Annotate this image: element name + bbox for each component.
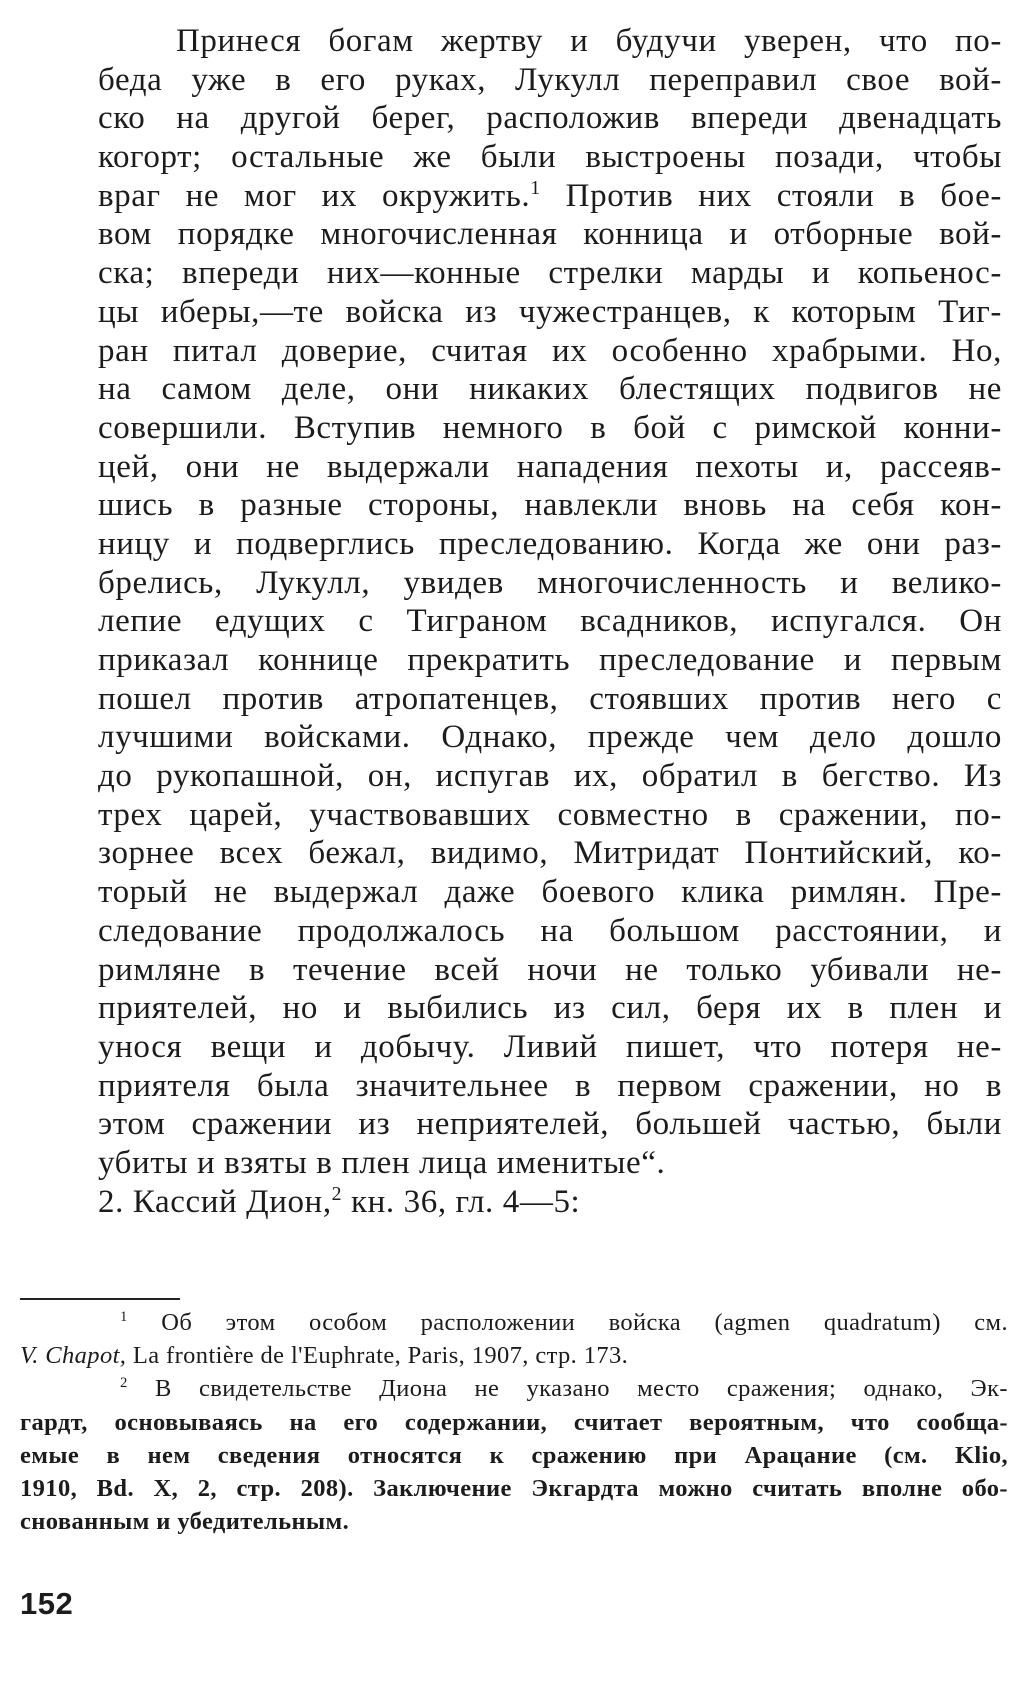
text-line: до рукопашной, он, испугав их, обратил в бегство. Из bbox=[98, 758, 1002, 795]
footnote-line: гардт, основываясь на его содержании, считает вероятным, что сообща- bbox=[20, 1408, 1008, 1436]
footnote-text: В свидетельстве Диона не указано место сражения; однако, Эк- bbox=[127, 1375, 1008, 1403]
footnote-ref-2: 2 bbox=[331, 1182, 343, 1205]
text-line bbox=[98, 177, 1002, 216]
text-line: лучшими войсками. Однако, прежде чем дело дошло bbox=[98, 719, 1002, 756]
page-number: 152 bbox=[20, 1586, 74, 1621]
text-line: трех царей, участвовавших совместно в сражении, по- bbox=[98, 796, 1002, 833]
text-line: на самом деле, они никаких блестящих подвигов не bbox=[98, 371, 1002, 408]
footnote-line bbox=[20, 1339, 1008, 1372]
source-reference: кн. 36, гл. 4—5: bbox=[342, 1183, 581, 1220]
text-segment: враг не мог их окружить. bbox=[98, 177, 531, 214]
source-heading bbox=[98, 1183, 1002, 1222]
text-line: ницу и подверглись преследованию. Когда же они раз- bbox=[98, 525, 1002, 562]
text-line: унося вещи и добычу. Ливий пишет, что потеря не- bbox=[98, 1028, 1002, 1065]
text-line: совершили. Вступив немного в бой с римской конни- bbox=[98, 409, 1002, 446]
text-line: зорнее всех бежал, видимо, Митридат Понтийский, ко- bbox=[98, 835, 1002, 872]
text-line: ско на другой берег, расположив впереди двенадцать bbox=[98, 100, 1002, 137]
text-line: следование продолжалось на большом расстоянии, и bbox=[98, 912, 1002, 949]
text-line: убиты и взяты в плен лица именитые“. bbox=[98, 1144, 666, 1181]
footnote-text: Об этом особом расположении войска (agmen quadratum) см. bbox=[127, 1309, 1008, 1336]
text-line: когорт; остальные же были выстроены позади, чтобы bbox=[98, 139, 1002, 176]
text-line: ран питал доверие, считая их особенно храбрыми. Но, bbox=[98, 332, 1002, 369]
footnote-divider bbox=[20, 1298, 180, 1300]
footnote-line bbox=[20, 1306, 1008, 1339]
text-line: цы иберы,—те войска из чужестранцев, к которым Тиг- bbox=[98, 293, 1002, 330]
text-line: приятелей, но и выбились из сил, беря их в плен и bbox=[98, 990, 1002, 1027]
text-line: ска; впереди них—конные стрелки марды и копьенос- bbox=[98, 255, 1002, 292]
text-line: Принеся богам жертву и будучи уверен, что по- bbox=[176, 23, 1002, 59]
text-line: цей, они не выдержали нападения пехоты и, рассеяв- bbox=[98, 448, 1002, 485]
footnote-ref-1: 1 bbox=[530, 176, 541, 199]
text-line: беда уже в его руках, Лукулл переправил свое вой- bbox=[98, 61, 1002, 98]
text-line: брелись, Лукулл, увидев многочисленность и велико- bbox=[98, 564, 1002, 601]
footnote-marker: 1 bbox=[120, 1308, 128, 1325]
footnote-2 bbox=[20, 1372, 1008, 1538]
source-author: 2. Кассий Дион, bbox=[98, 1183, 332, 1220]
text-line: приятеля была значительнее в первом сражении, но в bbox=[98, 1067, 1002, 1104]
footnote-line: 1910, Bd. X, 2, стр. 208). Заключение Экгардта можно считать вполне обо- bbox=[20, 1474, 1008, 1502]
text-line: вом порядке многочисленная конница и отборные вой- bbox=[98, 216, 1002, 253]
text-line: приказал коннице прекратить преследование и первым bbox=[98, 642, 1002, 678]
footnote-author: V. Chapot, bbox=[20, 1342, 127, 1370]
text-line: этом сражении из неприятелей, большей частью, были bbox=[98, 1106, 1002, 1143]
footnotes-block bbox=[20, 1306, 1008, 1538]
text-line: торый не выдержал даже боевого клика римлян. Пре- bbox=[98, 874, 1002, 911]
text-line: лепие едущих с Тиграном всадников, испугался. Он bbox=[98, 603, 1002, 640]
text-line: пошел против атропатенцев, стоявших против него с bbox=[98, 680, 1002, 717]
main-text-block bbox=[98, 22, 1002, 1221]
text-segment: Против них стояли в бое- bbox=[540, 177, 1002, 214]
footnote-1 bbox=[20, 1306, 1008, 1372]
text-line: римляне в течение всей ночи не только убивали не- bbox=[98, 951, 1002, 988]
footnote-marker: 2 bbox=[120, 1375, 128, 1392]
footnote-line: емые в нем сведения относятся к сражению при Арацание (см. Klio, bbox=[20, 1441, 1008, 1469]
text-line: шись в разные стороны, навлекли вновь на себя кон- bbox=[98, 487, 1002, 524]
footnote-text: La frontière de l'Euphrate, Paris, 1907, стр. 173. bbox=[126, 1342, 629, 1370]
footnote-line: снованным и убедительным. bbox=[20, 1508, 350, 1536]
footnote-line bbox=[20, 1372, 1008, 1405]
